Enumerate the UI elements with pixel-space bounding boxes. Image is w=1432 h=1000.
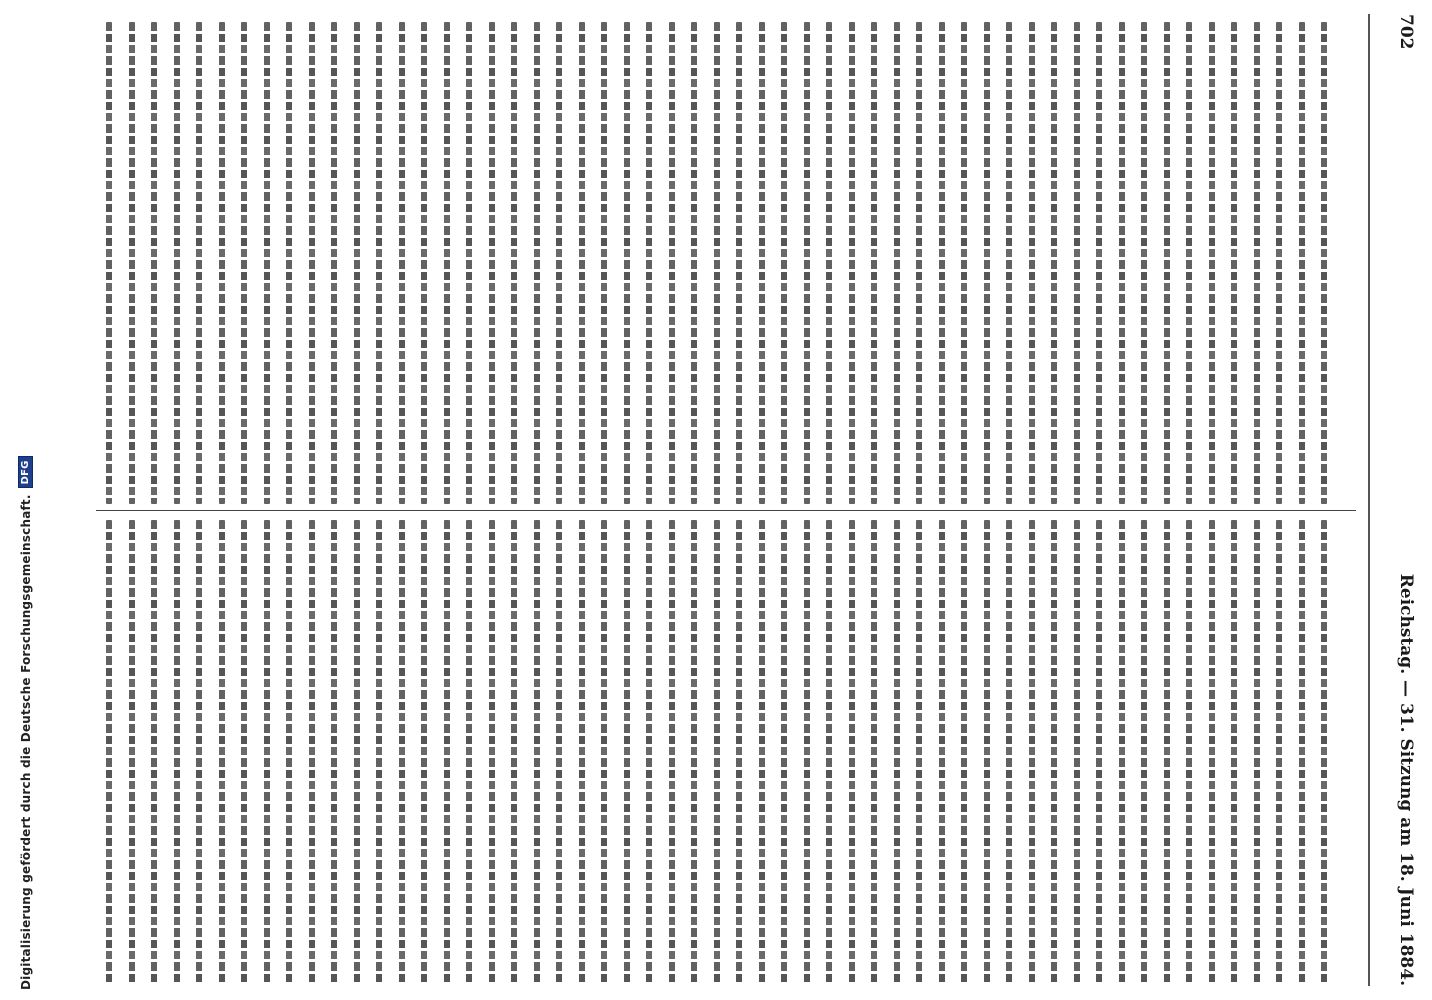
text-line (916, 520, 922, 984)
text-line (624, 22, 630, 504)
text-line (1096, 22, 1102, 504)
text-line (1254, 520, 1260, 984)
text-line (1141, 22, 1147, 504)
text-line (1074, 520, 1080, 984)
text-line (399, 22, 405, 504)
text-line (916, 22, 922, 504)
dfg-logo: DFG (18, 456, 33, 488)
text-line (714, 22, 720, 504)
text-line (331, 520, 337, 984)
text-line (1299, 520, 1305, 984)
text-line (466, 22, 472, 504)
text-line (466, 520, 472, 984)
text-line (1164, 22, 1170, 504)
text-line (736, 22, 742, 504)
page-number: 702 (1396, 14, 1416, 50)
text-line (241, 22, 247, 504)
text-line (871, 22, 877, 504)
text-line (669, 520, 675, 984)
text-line (871, 520, 877, 984)
header-rule (1368, 14, 1370, 986)
text-line (511, 520, 517, 984)
text-line (421, 520, 427, 984)
credit-text: Digitalisierung gefördert durch die Deutsche Forschungsgemeinschaft. (18, 494, 33, 990)
text-line (1006, 22, 1012, 504)
text-line (961, 520, 967, 984)
text-line (219, 22, 225, 504)
text-line (1186, 520, 1192, 984)
text-line (826, 520, 832, 984)
text-line (1231, 22, 1237, 504)
text-line (196, 22, 202, 504)
text-line (579, 520, 585, 984)
text-line (1119, 520, 1125, 984)
running-title: Reichstag. — 31. Sitzung am 18. Juni 1884. (1396, 573, 1416, 986)
text-column-upper (100, 18, 1350, 508)
text-line (354, 520, 360, 984)
text-line (376, 22, 382, 504)
text-line (511, 22, 517, 504)
text-line (1321, 22, 1327, 504)
text-line (264, 520, 270, 984)
text-line (309, 22, 315, 504)
text-line (556, 520, 562, 984)
text-line (489, 22, 495, 504)
text-line (579, 22, 585, 504)
text-line (1029, 22, 1035, 504)
text-line (444, 520, 450, 984)
text-line (759, 22, 765, 504)
text-line (894, 22, 900, 504)
text-line (376, 520, 382, 984)
text-line (534, 22, 540, 504)
text-line (826, 22, 832, 504)
text-line (354, 22, 360, 504)
text-line (129, 22, 135, 504)
text-line (1321, 520, 1327, 984)
text-line (534, 520, 540, 984)
text-line (106, 520, 112, 984)
text-line (736, 520, 742, 984)
text-line (331, 22, 337, 504)
text-line (849, 520, 855, 984)
text-line (421, 22, 427, 504)
text-line (601, 520, 607, 984)
text-line (961, 22, 967, 504)
text-line (781, 520, 787, 984)
text-line (1141, 520, 1147, 984)
text-line (646, 520, 652, 984)
text-line (691, 22, 697, 504)
text-line (444, 22, 450, 504)
text-line (129, 520, 135, 984)
text-line (174, 22, 180, 504)
text-line (196, 520, 202, 984)
text-line (691, 520, 697, 984)
text-line (781, 22, 787, 504)
text-line (669, 22, 675, 504)
text-line (489, 520, 495, 984)
text-line (984, 22, 990, 504)
text-line (804, 22, 810, 504)
text-line (894, 520, 900, 984)
text-line (804, 520, 810, 984)
text-line (1209, 520, 1215, 984)
text-line (1096, 520, 1102, 984)
text-line (1231, 520, 1237, 984)
text-line (1051, 520, 1057, 984)
text-line (556, 22, 562, 504)
text-line (1119, 22, 1125, 504)
text-line (1074, 22, 1080, 504)
text-line (1164, 520, 1170, 984)
text-line (939, 22, 945, 504)
text-line (984, 520, 990, 984)
body-text-lines (100, 516, 1350, 988)
page-header (1396, 14, 1416, 986)
text-line (1276, 22, 1282, 504)
text-line (1276, 520, 1282, 984)
funding-credit (18, 456, 33, 990)
text-line (151, 22, 157, 504)
text-line (646, 22, 652, 504)
text-line (1006, 520, 1012, 984)
text-line (1186, 22, 1192, 504)
text-column-lower (100, 516, 1350, 988)
text-line (106, 22, 112, 504)
body-text-lines (100, 18, 1350, 508)
text-line (219, 520, 225, 984)
text-line (759, 520, 765, 984)
text-line (399, 520, 405, 984)
text-line (624, 520, 630, 984)
text-line (714, 520, 720, 984)
text-line (849, 22, 855, 504)
column-divider (96, 510, 1356, 511)
text-line (1209, 22, 1215, 504)
text-line (1254, 22, 1260, 504)
text-line (264, 22, 270, 504)
text-line (1051, 22, 1057, 504)
text-line (286, 22, 292, 504)
text-line (939, 520, 945, 984)
text-line (286, 520, 292, 984)
text-line (601, 22, 607, 504)
text-line (1029, 520, 1035, 984)
text-line (241, 520, 247, 984)
text-line (1299, 22, 1305, 504)
text-line (174, 520, 180, 984)
text-line (309, 520, 315, 984)
text-line (151, 520, 157, 984)
